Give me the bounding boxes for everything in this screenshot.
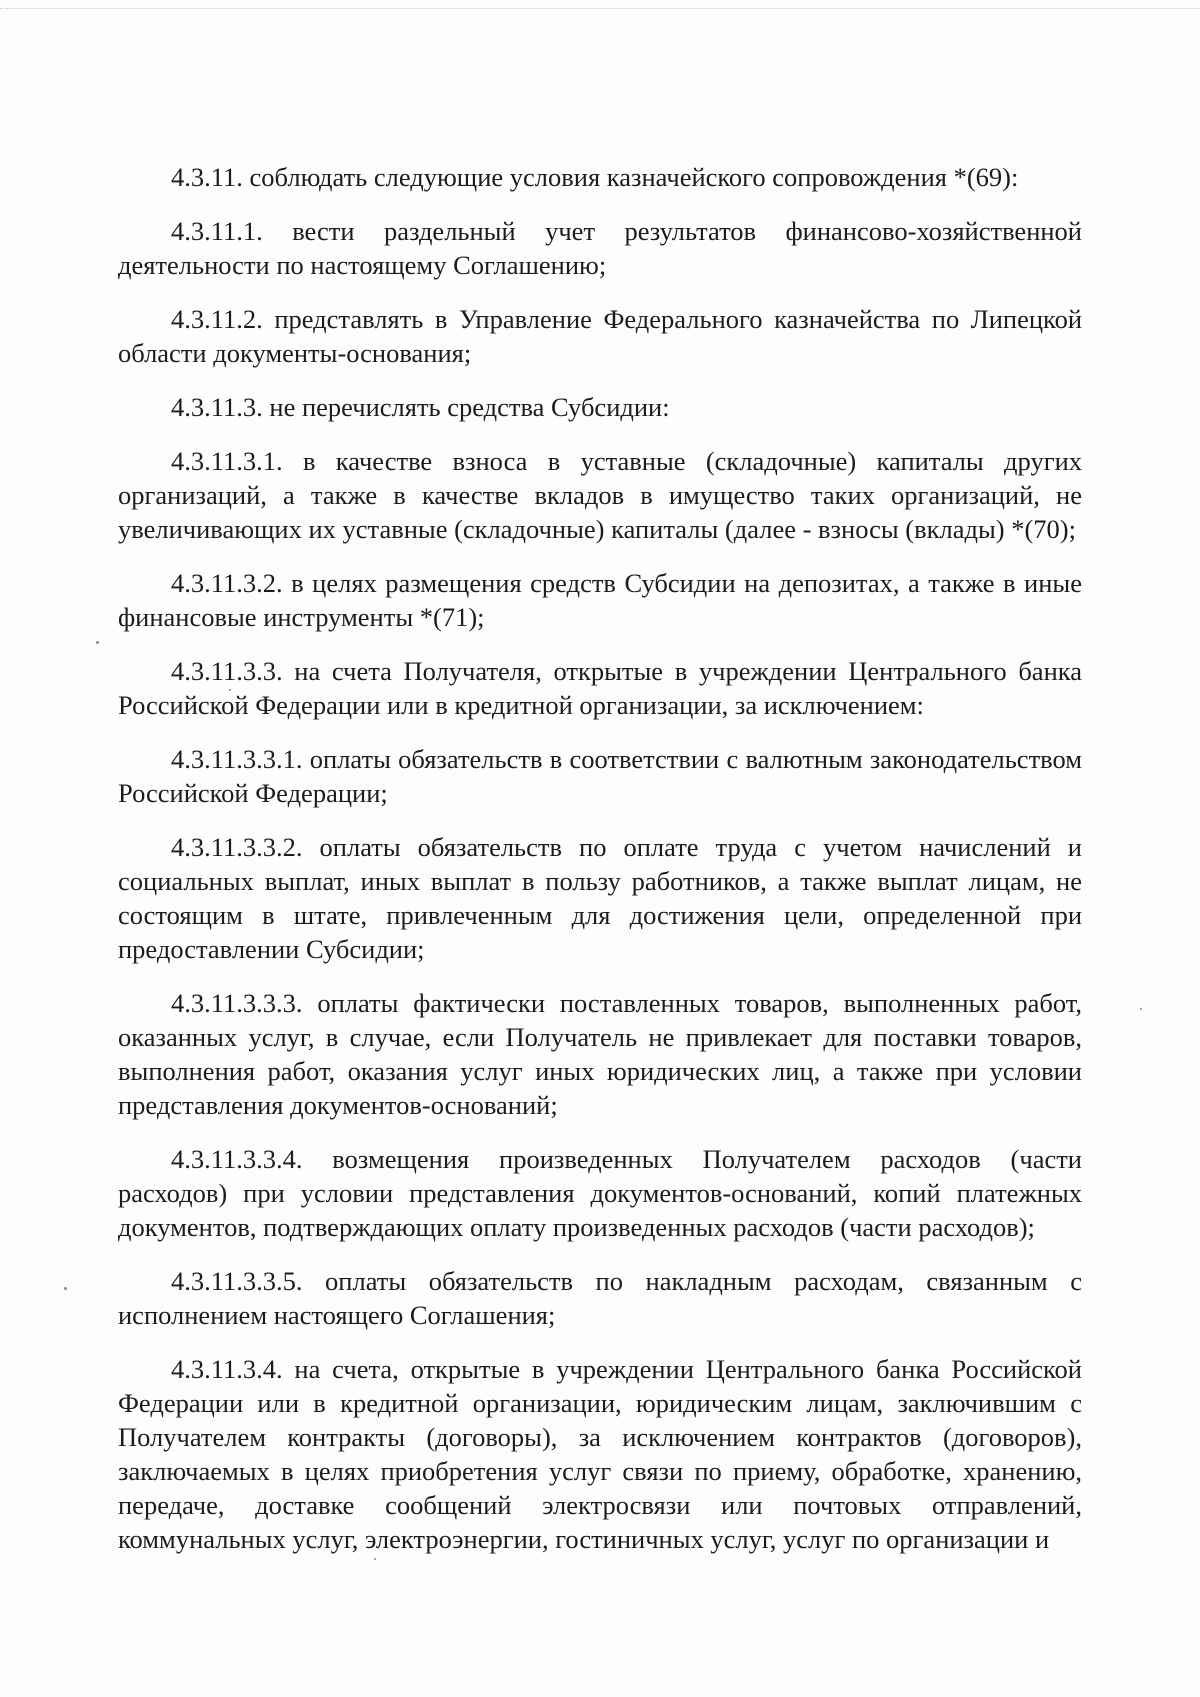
paragraph-4-3-11-2: 4.3.11.2. представлять в Управление Федерального казначейства по Липецкой области документы-основания;	[118, 304, 1082, 368]
paragraph-4-3-11-3: 4.3.11.3. не перечислять средства Субсидии:	[171, 392, 670, 422]
paragraph-4-3-11-3-3-4: 4.3.11.3.3.4. возмещения произведенных Получателем расходов (части расходов) при условии представления документов-оснований, копий платежных документов, подтверждающих оплату произведенных расходов (части расходов);	[118, 1144, 1082, 1242]
paragraph-4-3-11-3-4: 4.3.11.3.4. на счета, открытые в учреждении Центрального банка Российской Федерации или в кредитной организации, юридическим лицам, заключившим с Получателем контракты (договоры), за исключением контрактов (договоров), заключаемых в целях приобретения услуг связи по приему, обработке, хранению, передаче, доставке сообщений электросвязи или почтовых отправлений, коммунальных услуг, электроэнергии, гостиничных услуг, услуг по организации и	[118, 1354, 1082, 1554]
paragraph-4-3-11-3-3: 4.3.11.3.3. на счета Получателя, открытые в учреждении Центрального банка Российской Федерации или в кредитной организации, за исключением:	[118, 656, 1082, 720]
paragraph-4-3-11-3-3-3: 4.3.11.3.3.3. оплаты фактически поставленных товаров, выполненных работ, оказанных услуг, в случае, если Получатель не привлекает для поставки товаров, выполнения работ, оказания услуг иных юридических лиц, а также при условии представления документов-оснований;	[118, 988, 1082, 1120]
paragraph-4-3-11-3-3-2: 4.3.11.3.3.2. оплаты обязательств по оплате труда с учетом начислений и социальных выплат, иных выплат в пользу работников, а также выплат лицам, не состоящим в штате, привлеченным для достижения цели, определенной при предоставлении Субсидии;	[118, 832, 1082, 964]
paragraph-4-3-11-1: 4.3.11.1. вести раздельный учет результатов финансово-хозяйственной деятельности по настоящему Соглашению;	[118, 216, 1082, 280]
scan-top-edge	[0, 8, 1200, 10]
scan-speck	[96, 641, 99, 644]
scan-speck	[1140, 1008, 1142, 1010]
paragraph-4-3-11: 4.3.11. соблюдать следующие условия казначейского сопровождения *(69):	[171, 162, 1019, 192]
paragraph-4-3-11-3-1: 4.3.11.3.1. в качестве взноса в уставные (складочные) капиталы других организаций, а также в качестве вкладов в имущество таких организаций, не увеличивающих их уставные (складочные) капиталы (далее - взносы (вклады) *(70);	[118, 446, 1082, 544]
document-body	[118, 160, 1082, 1576]
paragraph-4-3-11-3-2: 4.3.11.3.2. в целях размещения средств Субсидии на депозитах, а также в иные финансовые инструменты *(71);	[118, 568, 1082, 632]
scan-speck	[64, 1287, 67, 1290]
paragraph-4-3-11-3-3-5: 4.3.11.3.3.5. оплаты обязательств по накладным расходам, связанным с исполнением настоящего Соглашения;	[118, 1266, 1082, 1330]
paragraph-4-3-11-3-3-1: 4.3.11.3.3.1. оплаты обязательств в соответствии с валютным законодательством Российской Федерации;	[118, 744, 1082, 808]
